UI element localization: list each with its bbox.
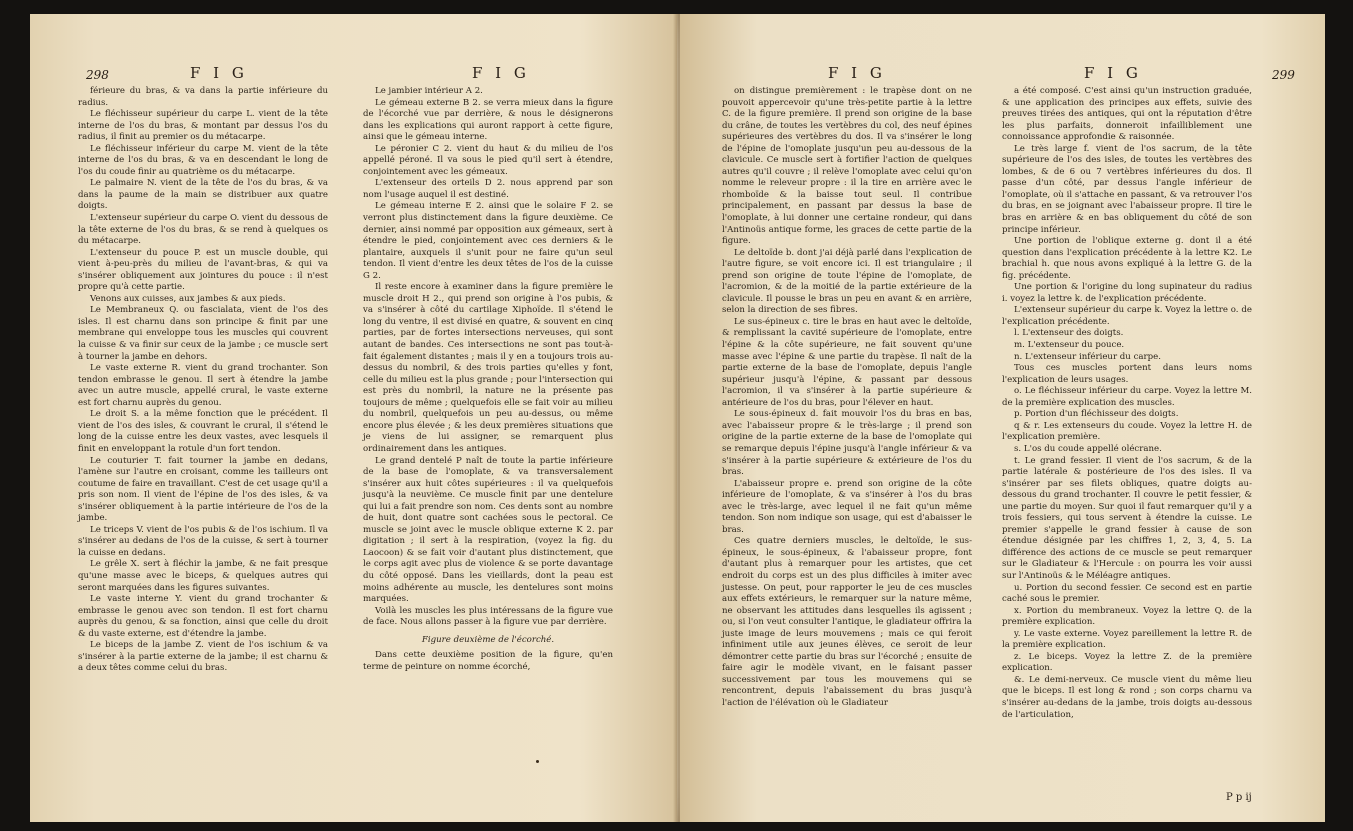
paragraph: férieure du bras, & va dans la partie inférieure du radius.	[78, 86, 328, 108]
paragraph: Le sous-épineux d. fait mouvoir l'os du bras en bas, avec l'abaisseur propre & le très-large ; il prend son origine de la partie externe de la base de l'omoplate qui se remarque depuis l'épine jusqu'à l'angle inférieur & va s'insérer à la partie supérieure & extérieure de l'os du bras.	[722, 409, 972, 478]
paragraph: Le triceps V. vient de l'os pubis & de l'os ischium. Il va s'insérer au dedans de l'os de la cuisse, & sert à tourner la cuisse en dedans.	[78, 524, 328, 558]
left-page	[30, 14, 677, 822]
paragraph: Le sus-épineux c. tire le bras en haut avec le deltoïde, & remplissant la cavité supérieure de l'omoplate, entre l'épine & la côte supérieure, ne fait souvent qu'une masse avec l'épine & une partie du trapèse. Il naît de la partie externe de la base de l'omoplate, depuis l'angle supérieur jusqu'à l'épine, & passant par dessous l'acromion, il va s'insérer à la partie supérieure & antérieure de l'os du bras, pour l'élever en haut.	[722, 316, 972, 408]
running-head: F I G	[1084, 64, 1142, 82]
text-column-left	[78, 86, 328, 675]
paragraph: u. Portion du second fessier. Ce second est en partie caché sous le premier.	[1002, 582, 1252, 605]
paragraph: Le très large f. vient de l'os sacrum, de la tête supérieure de l'os des isles, de toutes les vertèbres des lombes, & de 6 ou 7 vertèbres inférieures du dos. Il passe d'un côté, par dessus l'angle inférieur de l'omoplate, où il s'attache en passant, & va retrouver l'os du bras, en se joignant avec l'abaisseur propre. Il tire le bras en arrière & en bas obliquement du côté de son principe inférieur.	[1002, 143, 1252, 235]
ornament	[536, 760, 539, 763]
paragraph: a été composé. C'est ainsi qu'un instruction graduée, & une application des principes aux effets, suivie des preuves tirées des antiques, qui ont la réputation d'être les plus parfaits, donneroit infailliblement une connoissance approfondie & raisonnée.	[1002, 86, 1252, 143]
paragraph: &. Le demi-nerveux. Ce muscle vient du même lieu que le biceps. Il est long & rond ; son corps charnu va s'insérer au-dedans de la jambe, trois doigts au-dessous de l'articulation,	[1002, 674, 1252, 720]
paragraph: Tous ces muscles portent dans leurs noms l'explication de leurs usages.	[1002, 363, 1252, 385]
paragraph: Il reste encore à examiner dans la figure première le muscle droit H 2., qui prend son origine à l'os pubis, & va s'insérer à côté du cartilage Xiphoïde. Il s'étend le long du ventre, il est divisé en quatre, & souvent en cinq parties, par de fortes intersections nerveuses, qui sont autant de bandes. Ces intersections ne sont pas tout-à-fait également distantes ; mais il y en a toujours trois au-dessus du nombril, & des trois parties qu'elles y font, celle du milieu est la plus grande ; pour l'intersection qui est près du nombril, la nature ne la présente pas toujours de même ; quelquefois elle se fait voir au milieu du nombril, quelquefois un peu au-dessus, ou même encore plus élevée ; & les deux premières situations que je viens de lui assigner, se remarquent plus ordinairement dans les antiques.	[363, 282, 613, 454]
paragraph: L'extenseur supérieur du carpe k. Voyez la lettre o. de l'explication précédente.	[1002, 305, 1252, 327]
paragraph: Le biceps de la jambe Z. vient de l'os ischium & va s'insérer à la partie externe de la jambe; il est charnu & a deux têtes comme celui du bras.	[78, 640, 328, 674]
paragraph: L'extenseur supérieur du carpe O. vient du dessous de la tête externe de l'os du bras, & se rend à quelques os du métacarpe.	[78, 213, 328, 247]
paragraph: L'extenseur du pouce P. est un muscle double, qui vient à-peu-près du milieu de l'avant-bras, & qui va s'insérer obliquement aux jointures du pouce : il n'est propre qu'à cette partie.	[78, 247, 328, 293]
text-column-left	[722, 86, 972, 710]
page-number: 299	[1272, 68, 1295, 82]
paragraph: on distingue premièrement : le trapèse dont on ne pouvoit appercevoir qu'une très-petite partie à la lettre C. de la figure première. Il prend son origine de la base du crâne, de toutes les vertèbres du col, des neuf épines supérieures des vertèbres du dos. Il va s'insérer le long de l'épine de l'omoplate jusqu'un peu au-dessous de la clavicule. Ce muscle sert à fortifier l'action de quelques autres qu'il couvre ; il relève l'omoplate avec celui qu'on nomme le releveur propre : il la tire en arrière avec le rhomboïde & la baisse tout seul. Il contribue principalement, en passant par dessus la base de l'omoplate, à lui donner une certaine rondeur, qui dans l'Antinoüs antique forme, les graces de cette partie de la figure.	[722, 86, 972, 247]
paragraph: Une portion & l'origine du long supinateur du radius i. voyez la lettre k. de l'explication précédente.	[1002, 282, 1252, 304]
right-page	[680, 14, 1325, 822]
paragraph: y. Le vaste externe. Voyez pareillement la lettre R. de la première explication.	[1002, 628, 1252, 651]
paragraph: Le fléchisseur supérieur du carpe L. vient de la tête interne de l'os du bras, & montant par dessus l'os du radius, il finit au premier os du métacarpe.	[78, 109, 328, 143]
paragraph: Le grêle X. sert à fléchir la jambe, & ne fait presque qu'une masse avec le biceps, & quelques autres qui seront marquées dans les figures suivantes.	[78, 559, 328, 593]
paragraph: Une portion de l'oblique externe g. dont il a été question dans l'explication précédente à la lettre K2. Le brachial h. que nous avons expliqué à la lettre G. de la fig. précédente.	[1002, 236, 1252, 281]
paragraph: Le fléchisseur inférieur du carpe M. vient de la tête interne de l'os du bras, & va en descendant le long de l'os du coude finir au quatrième os du métacarpe.	[78, 143, 328, 177]
paragraph: Le péronier C 2. vient du haut & du milieu de l'os appellé péroné. Il va sous le pied qu'il sert à étendre, conjointement avec les gémeaux.	[363, 143, 613, 177]
paragraph: Voilà les muscles les plus intéressans de la figure vue de face. Nous allons passer à la figure vue par derrière.	[363, 605, 613, 628]
signature-mark: P p ij	[1226, 792, 1252, 803]
paragraph: Le vaste externe R. vient du grand trochanter. Son tendon embrasse le genou. Il sert à étendre la jambe avec un autre muscle, appellé crural, le vaste externe est fort charnu auprès du genou.	[78, 363, 328, 408]
text-column-right	[363, 86, 613, 673]
paragraph: t. Le grand fessier. Il vient de l'os sacrum, & de la partie latérale & postérieure de l'os des isles. Il va s'insérer par ses filets obliques, quatre doigts au-dessous du grand trochanter. Il couvre le petit fessier, & une partie du moyen. Sur quoi il faut remarquer qu'il y a trois fessiers, qui tous servent à étendre la cuisse. Le premier s'appelle le grand fessier à cause de son étendue désignée par les chiffres 1, 2, 3, 4, 5. La différence des actions de ce muscle se peut remarquer sur le Gladiateur & l'Hercule : on pourra les voir aussi sur l'Antinoüs & le Méléagre antiques.	[1002, 455, 1252, 581]
paragraph: Le droit S. a la même fonction que le précédent. Il vient de l'os des isles, & couvrant le crural, il s'étend le long de la cuisse entre les deux vastes, avec lesquels il finit en enveloppant la rotule d'un fort tendon.	[78, 409, 328, 454]
paragraph: x. Portion du membraneux. Voyez la lettre Q. de la première explication.	[1002, 605, 1252, 628]
paragraph: Le vaste interne Y. vient du grand trochanter & embrasse le genou avec son tendon. Il est fort charnu auprès du genou, & sa fonction, ainsi que celle du droit & du vaste externe, est d'étendre la jambe.	[78, 594, 328, 639]
paragraph: o. Le fléchisseur inférieur du carpe. Voyez la lettre M. de la première explication des muscles.	[1002, 386, 1252, 408]
paragraph: Le couturier T. fait tourner la jambe en dedans, l'amène sur l'autre en croisant, comme les tailleurs ont coutume de faire en travaillant. C'est de cet usage qu'il a pris son nom. Il vient de l'épine de l'os des isles, & va s'insérer obliquement à la partie intérieure de l'os de la jambe.	[78, 455, 328, 524]
book-spread	[30, 14, 1325, 822]
running-head: F I G	[190, 64, 248, 82]
section-heading: Figure deuxième de l'écorché.	[421, 634, 555, 645]
paragraph: n. L'extenseur inférieur du carpe.	[1014, 351, 1161, 362]
paragraph: Venons aux cuisses, aux jambes & aux pieds.	[90, 293, 286, 304]
text-column-right	[1002, 86, 1252, 721]
paragraph: Le gémeau externe B 2. se verra mieux dans la figure de l'écorché vue par derrière, & nous le désignerons dans les explications qui auront rapport à cette figure, ainsi que le gémeau interne.	[363, 97, 613, 143]
paragraph: m. L'extenseur du pouce.	[1014, 340, 1125, 351]
running-head: F I G	[472, 64, 530, 82]
paragraph: L'extenseur des orteils D 2. nous apprend par son nom l'usage auquel il est destiné.	[363, 178, 613, 200]
paragraph: Le grand dentelé P naît de toute la partie inférieure de la base de l'omoplate, & va transversalement s'insérer aux huit côtes supérieures : il va quelquefois jusqu'à la neuvième. Ce muscle finit par une dentelure qui lui a fait prendre son nom. Ces dents sont au nombre de huit, dont quatre sont cachées sous le pectoral. Ce muscle se joint avec le muscle oblique externe K 2. par digitation ; il sert à la respiration, (voyez la fig. du Laocoon) & se fait voir d'autant plus distinctement, que le corps agit avec plus de violence & se porte davantage du côté opposé. Dans les vieillards, dont la peau est moins adhérente au muscle, les dentelures sont moins marquées.	[363, 455, 613, 605]
paragraph: Le palmaire N. vient de la tête de l'os du bras, & va dans la paume de la main se distribuer aux quatre doigts.	[78, 178, 328, 212]
paragraph: Le gémeau interne E 2. ainsi que le solaire F 2. se verront plus distinctement dans la figure deuxième. Ce dernier, ainsi nommé par opposition aux gémeaux, sert à étendre le pied, conjointement avec ces derniers & le plantaire, auxquels il s'unit pour ne faire qu'un seul tendon. Il vient d'entre les deux têtes de l'os de la cuisse G 2.	[363, 201, 613, 281]
page-number: 298	[86, 68, 109, 82]
paragraph: Le deltoïde b. dont j'ai déjà parlé dans l'explication de l'autre figure, se voit encore ici. Il est triangulaire ; il prend son origine de toute l'épine de l'omoplate, de l'acromion, & de la moitié de la partie extérieure de la clavicule. Il pousse le bras un peu en avant & en arrière, selon la direction de ses fibres.	[722, 247, 972, 316]
paragraph: Ces quatre derniers muscles, le deltoïde, le sus-épineux, le sous-épineux, & l'abaisseur propre, font d'autant plus à remarquer pour les artistes, que cet endroit du corps est un des plus difficiles à imiter avec justesse. On peut, pour rapporter le jeu de ces muscles aux effets extérieurs, le remarquer sur la nature même, ne observant les attitudes dans lesquelles ils agissent ; ou, si l'on veut consulter l'antique, le gladiateur offrira la juste image de leurs mouvemens ; mais ce qui feroit infiniment utile aux jeunes élèves, ce seroit de leur démontrer cette partie du bras sur l'écorché ; ensuite de faire agir le modèle vivant, en le faisant passer successivement par tous les mouvemens qui se rencontrent, depuis l'abaissement du bras jusqu'à l'action de l'élévation où le Gladiateur	[722, 536, 972, 708]
paragraph: z. Le biceps. Voyez la lettre Z. de la première explication.	[1002, 651, 1252, 674]
paragraph: Dans cette deuxième position de la figure, qu'en terme de peinture on nomme écorché,	[363, 650, 613, 672]
paragraph: Le Membraneux Q. ou fascialata, vient de l'os des isles. Il est charnu dans son principe & finit par une membrane qui enveloppe tous les muscles qui couvrent la cuisse & va finir sur ceux de la jambe ; ce muscle sert à tourner la jambe en dehors.	[78, 305, 328, 362]
paragraph: Le jambier intérieur A 2.	[375, 86, 483, 96]
running-head: F I G	[828, 64, 886, 82]
paragraph: l. L'extenseur des doigts.	[1014, 328, 1124, 339]
paragraph: p. Portion d'un fléchisseur des doigts.	[1014, 409, 1179, 420]
paragraph: L'abaisseur propre e. prend son origine de la côte inférieure de l'omoplate, & va s'insérer à l'os du bras avec le très-large, avec lequel il ne fait qu'un même tendon. Son nom indique son usage, qui est d'abaisser le bras.	[722, 478, 972, 535]
paragraph: s. L'os du coude appellé olécrane.	[1014, 443, 1162, 454]
paragraph: q & r. Les extenseurs du coude. Voyez la lettre H. de l'explication première.	[1002, 420, 1252, 443]
